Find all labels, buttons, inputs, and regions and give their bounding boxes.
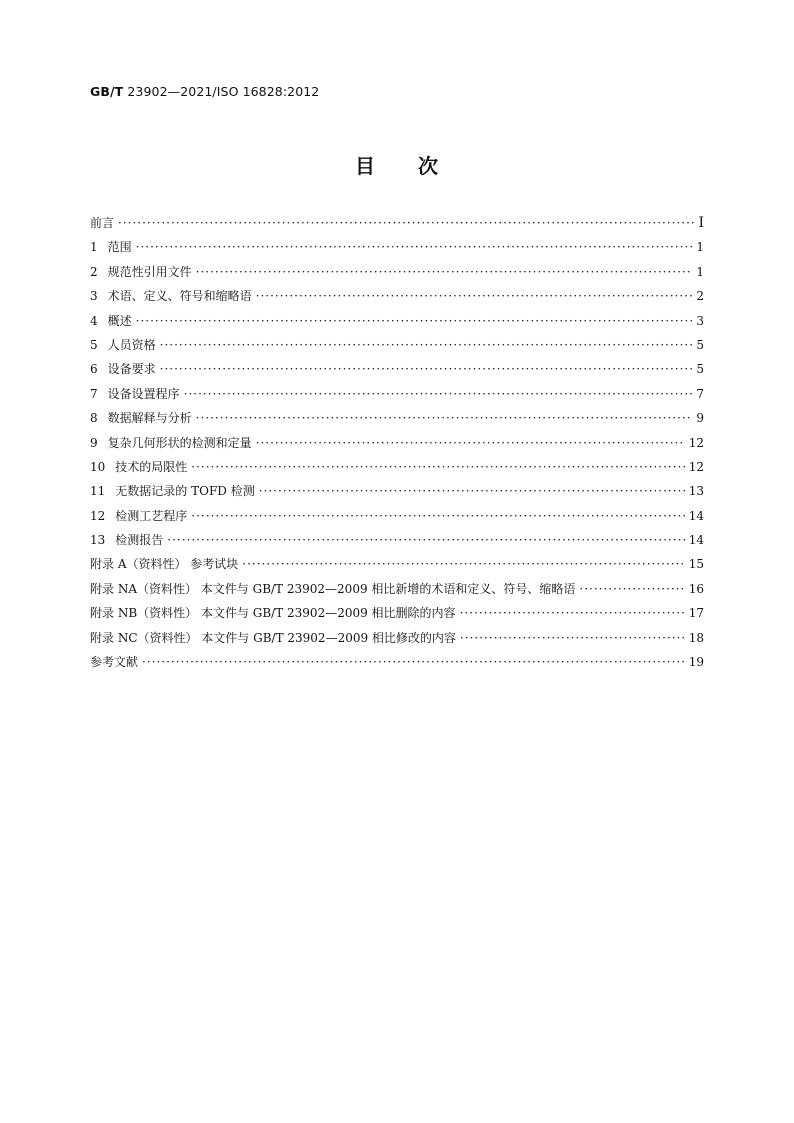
toc-page-number: 18 <box>688 630 704 645</box>
toc-leader-dots <box>118 216 694 230</box>
toc-entry-label: 设备要求 <box>107 362 156 377</box>
toc-entry-number: 11 <box>90 484 106 499</box>
toc-entry-label: 术语、定义、符号和缩略语 <box>107 289 252 304</box>
toc-page-number: 2 <box>696 289 704 304</box>
toc-page-number: 5 <box>696 337 704 352</box>
toc-page-number: 3 <box>696 313 704 328</box>
toc-entry-number: 4 <box>90 313 98 328</box>
toc-entry-label: 数据解释与分析 <box>107 411 192 426</box>
toc-leader-dots <box>196 265 693 279</box>
toc-entry-5[interactable] <box>90 336 704 360</box>
toc-leader-dots <box>184 387 693 401</box>
toc-entry-number: 13 <box>90 533 106 548</box>
toc-entry-label: 检测工艺程序 <box>115 508 188 523</box>
toc-entry-annex-nb[interactable] <box>90 604 704 628</box>
toc-page-number: 9 <box>696 411 704 426</box>
toc-leader-dots <box>191 509 684 523</box>
toc-entry-bibliography[interactable] <box>90 653 704 677</box>
toc-title-char-2: 次 <box>418 154 439 178</box>
toc-leader-dots <box>460 631 685 645</box>
toc-page-number: 14 <box>688 533 704 548</box>
toc-entry-label: 附录 NA（资料性） 本文件与 GB/T 23902—2009 相比新增的术语和定义、符号、缩略语 <box>90 581 576 596</box>
toc-entry-number: 8 <box>90 411 98 426</box>
toc-entry-annex-nc[interactable] <box>90 629 704 653</box>
toc-entry-label: 复杂几何形状的检测和定量 <box>107 435 252 450</box>
toc-entry-1[interactable] <box>90 238 704 262</box>
toc-entry-8[interactable] <box>90 409 704 433</box>
toc-entry-label: 检测报告 <box>115 533 164 548</box>
toc-list <box>90 214 704 677</box>
toc-entry-13[interactable] <box>90 531 704 555</box>
toc-entry-4[interactable] <box>90 312 704 336</box>
toc-entry-annex-a[interactable] <box>90 555 704 579</box>
toc-leader-dots <box>256 289 693 303</box>
toc-leader-dots <box>142 655 685 669</box>
toc-entry-label: 前言 <box>90 216 115 230</box>
toc-entry-label: 设备设置程序 <box>107 386 180 401</box>
toc-entry-label: 范围 <box>107 240 132 255</box>
toc-entry-label: 技术的局限性 <box>115 459 188 474</box>
standard-code-header <box>90 84 319 99</box>
toc-entry-annex-na[interactable] <box>90 580 704 604</box>
toc-entry-number: 2 <box>90 264 98 279</box>
toc-entry-number: 6 <box>90 362 98 377</box>
toc-entry-label: 参考文献 <box>90 655 139 670</box>
toc-page-number: 12 <box>688 435 704 450</box>
toc-page-number: 1 <box>696 240 704 255</box>
toc-leader-dots <box>259 484 685 498</box>
toc-leader-dots <box>160 362 693 376</box>
toc-page-number: 12 <box>688 459 704 474</box>
toc-entry-11[interactable] <box>90 482 704 506</box>
toc-entry-foreword[interactable] <box>90 214 704 238</box>
toc-entry-3[interactable] <box>90 287 704 311</box>
toc-title <box>0 150 794 179</box>
toc-entry-7[interactable] <box>90 385 704 409</box>
toc-page-number: 13 <box>688 484 704 499</box>
toc-page-number: 16 <box>688 581 704 596</box>
toc-leader-dots <box>242 557 684 571</box>
toc-entry-label: 附录 NC（资料性） 本文件与 GB/T 23902—2009 相比修改的内容 <box>90 630 456 645</box>
toc-leader-dots <box>196 411 693 425</box>
standard-code-number: 23902—2021/ISO 16828:2012 <box>123 84 320 99</box>
toc-entry-number: 9 <box>90 435 98 450</box>
toc-page-number: 19 <box>688 655 704 670</box>
toc-page-number: 17 <box>688 606 704 621</box>
toc-entry-label: 人员资格 <box>107 337 156 352</box>
toc-leader-dots <box>136 314 693 328</box>
toc-entry-6[interactable] <box>90 360 704 384</box>
toc-leader-dots <box>136 240 693 254</box>
toc-leader-dots <box>256 436 685 450</box>
toc-page-number: 14 <box>688 508 704 523</box>
toc-entry-10[interactable] <box>90 458 704 482</box>
toc-entry-number: 7 <box>90 386 98 401</box>
toc-entry-label: 无数据记录的 TOFD 检测 <box>115 484 255 499</box>
toc-entry-number: 10 <box>90 459 106 474</box>
toc-leader-dots <box>579 582 684 596</box>
toc-page-number: 7 <box>696 386 704 401</box>
toc-leader-dots <box>191 460 684 474</box>
toc-title-char-1: 目 <box>355 154 376 178</box>
toc-entry-9[interactable] <box>90 434 704 458</box>
toc-entry-number: 1 <box>90 240 98 255</box>
toc-entry-12[interactable] <box>90 507 704 531</box>
toc-entry-number: 12 <box>90 508 106 523</box>
toc-entry-label: 附录 NB（资料性） 本文件与 GB/T 23902—2009 相比删除的内容 <box>90 606 456 621</box>
toc-entry-label: 附录 A（资料性） 参考试块 <box>90 557 239 572</box>
toc-page-number: I <box>698 215 704 231</box>
toc-leader-dots <box>160 338 693 352</box>
toc-entry-number: 5 <box>90 337 98 352</box>
toc-leader-dots <box>460 606 685 620</box>
toc-page-number: 1 <box>696 264 704 279</box>
toc-entry-2[interactable] <box>90 263 704 287</box>
toc-entry-label: 规范性引用文件 <box>107 264 192 279</box>
toc-entry-label: 概述 <box>107 313 132 328</box>
toc-entry-number: 3 <box>90 289 98 304</box>
standard-code-prefix: GB/T <box>90 84 124 99</box>
toc-page-number: 15 <box>688 557 704 572</box>
toc-leader-dots <box>167 533 684 547</box>
toc-page-number: 5 <box>696 362 704 377</box>
